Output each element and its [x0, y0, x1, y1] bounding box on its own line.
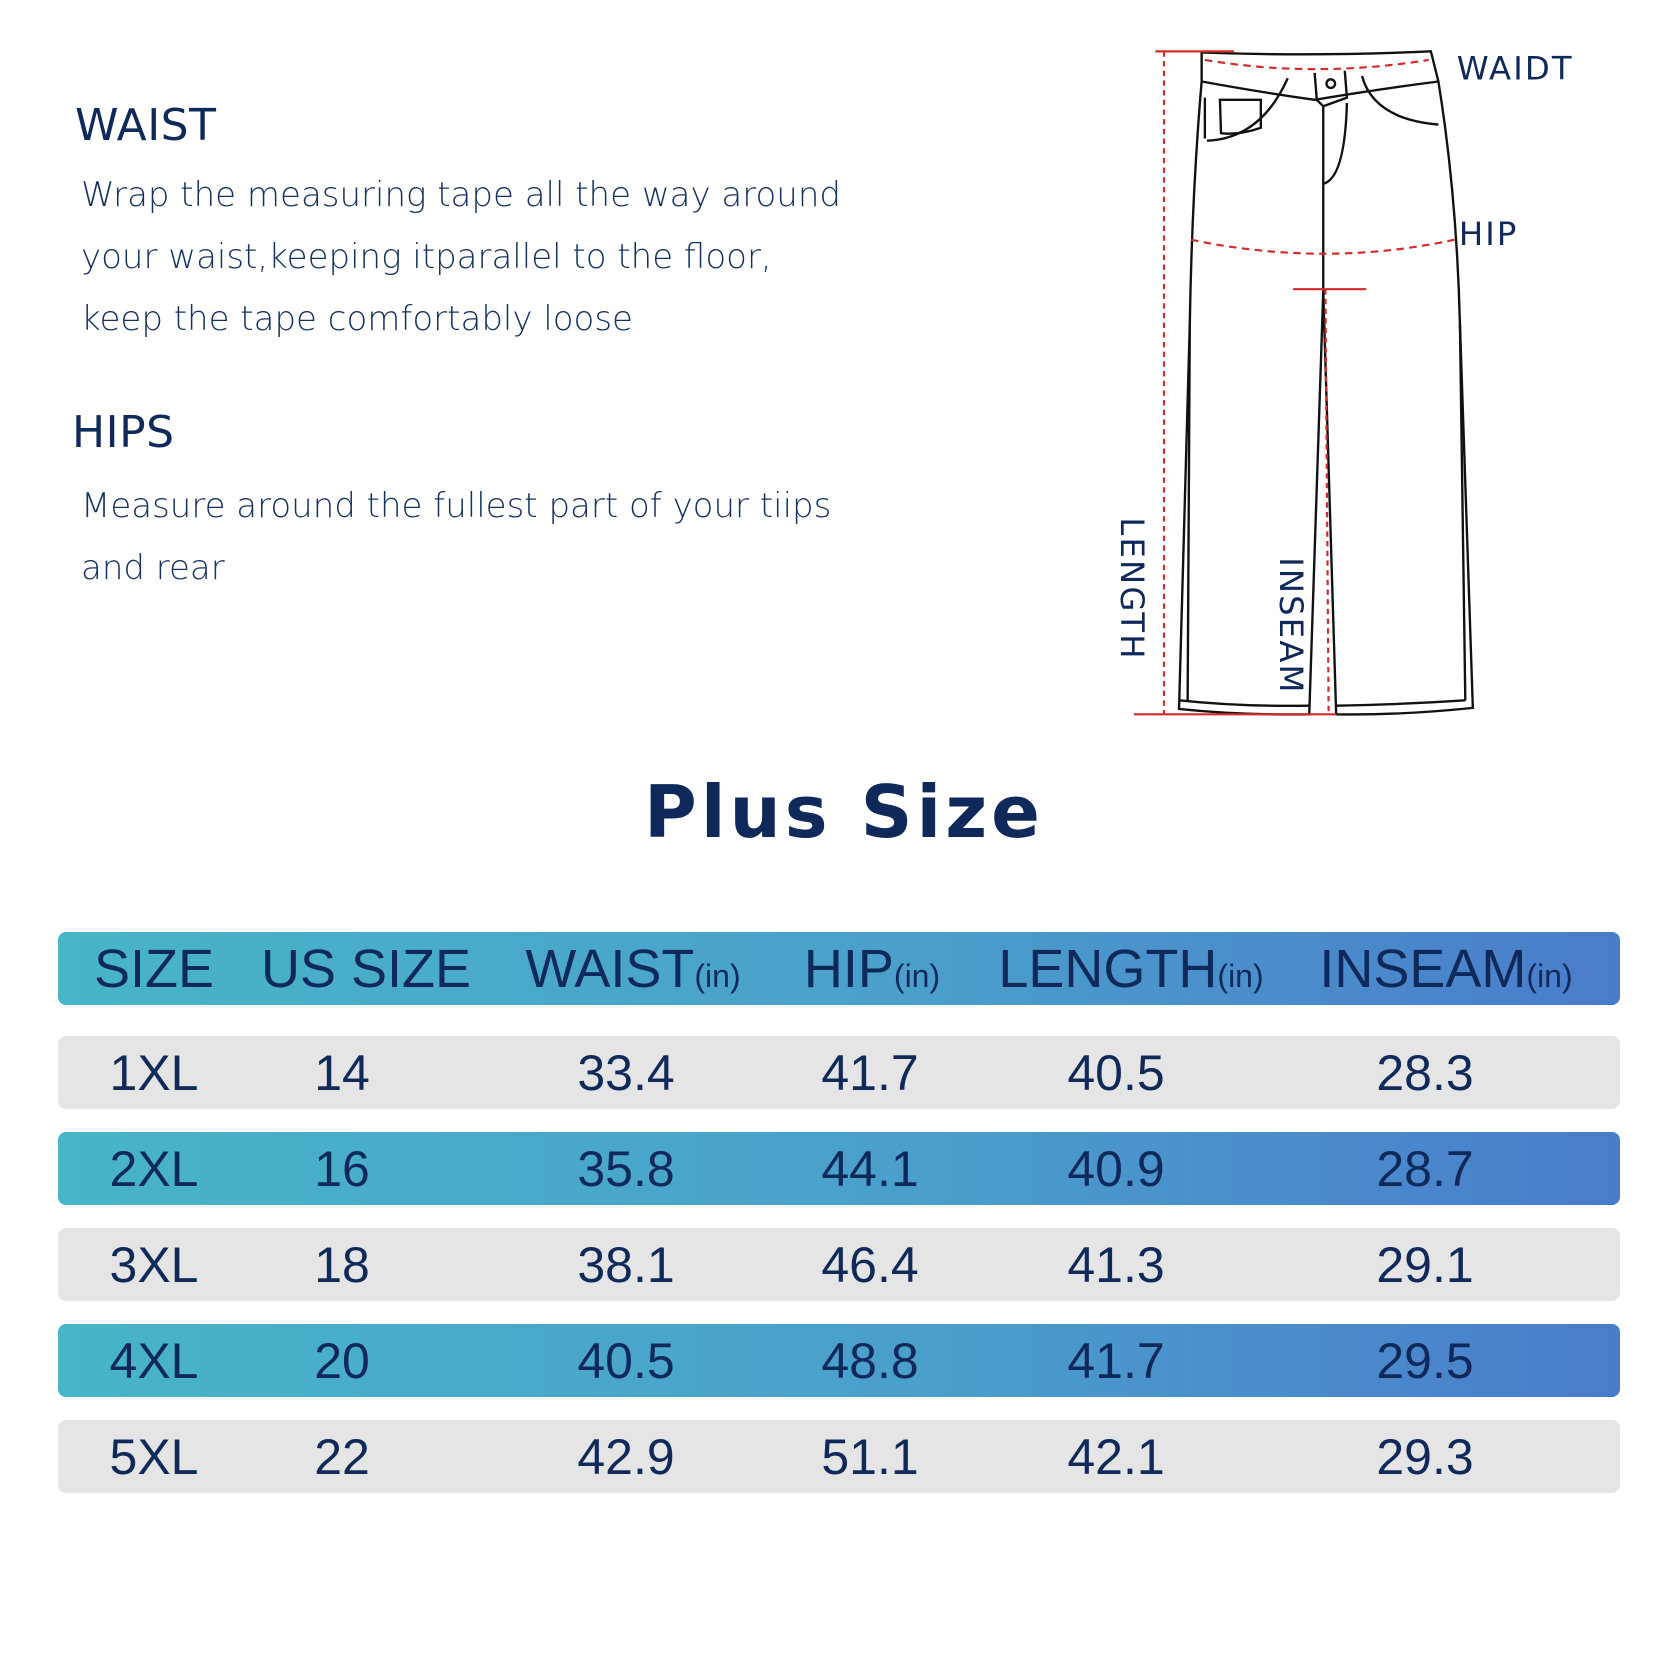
header-label: INSEAM — [1319, 938, 1527, 999]
table-row — [58, 1132, 1620, 1205]
cell-size: 2XL — [109, 1140, 199, 1197]
waist-label: WAIDT — [1456, 49, 1574, 88]
header-label: US SIZE — [260, 938, 472, 999]
header-size — [94, 932, 214, 1005]
unit-label: (in) — [1217, 958, 1264, 994]
header-inseam — [1319, 932, 1572, 1005]
cell-us-size: 20 — [314, 1332, 370, 1389]
cell-inseam: 29.5 — [1376, 1332, 1474, 1389]
waist-line: Wrap the measuring tape all the way around — [81, 175, 841, 215]
header-label: HIP — [803, 938, 894, 999]
hips-line: and rear — [81, 548, 225, 588]
header-label: WAIST — [525, 938, 695, 999]
header-label: LENGTH — [998, 938, 1218, 999]
header-length — [998, 932, 1263, 1005]
header-hip — [804, 932, 940, 1005]
cell-waist: 35.8 — [577, 1140, 675, 1197]
header-waist — [525, 932, 740, 1005]
cell-us-size: 14 — [314, 1044, 370, 1101]
cell-hip: 44.1 — [821, 1140, 919, 1197]
header-us-size — [261, 932, 471, 1005]
cell-hip: 48.8 — [821, 1332, 919, 1389]
table-row — [58, 1420, 1620, 1493]
cell-waist: 38.1 — [577, 1236, 675, 1293]
pants-outline-icon — [1179, 51, 1473, 714]
cell-inseam: 29.1 — [1376, 1236, 1474, 1293]
hips-description — [81, 475, 831, 599]
waist-line: your waist,keeping itparallel to the floor, — [81, 237, 772, 277]
table-row — [58, 1036, 1620, 1109]
cell-inseam: 28.7 — [1376, 1140, 1474, 1197]
cell-size: 5XL — [109, 1428, 199, 1485]
cell-waist: 42.9 — [577, 1428, 675, 1485]
cell-us-size: 18 — [314, 1236, 370, 1293]
cell-size: 3XL — [109, 1236, 199, 1293]
cell-size: 4XL — [109, 1332, 199, 1389]
table-header — [58, 932, 1620, 1005]
unit-label: (in) — [1526, 958, 1573, 994]
cell-hip: 46.4 — [821, 1236, 919, 1293]
inseam-label: INSEAM — [1272, 557, 1311, 695]
cell-hip: 51.1 — [821, 1428, 919, 1485]
cell-length: 40.5 — [1067, 1044, 1165, 1101]
length-label: LENGTH — [1112, 517, 1151, 661]
cell-length: 41.3 — [1067, 1236, 1165, 1293]
header-label: SIZE — [93, 938, 215, 999]
cell-length: 41.7 — [1067, 1332, 1165, 1389]
hips-heading: HIPS — [72, 407, 175, 458]
waist-heading: WAIST — [75, 100, 217, 151]
cell-waist: 33.4 — [577, 1044, 675, 1101]
cell-size: 1XL — [109, 1044, 199, 1101]
cell-inseam: 29.3 — [1376, 1428, 1474, 1485]
waist-line: keep the tape comfortably loose — [81, 299, 633, 339]
page-title: Plus Size — [644, 770, 1044, 854]
table-row — [58, 1324, 1620, 1397]
pants-diagram — [1108, 40, 1588, 730]
table-row — [58, 1228, 1620, 1301]
waist-description — [81, 164, 841, 350]
cell-us-size: 16 — [314, 1140, 370, 1197]
cell-length: 42.1 — [1067, 1428, 1165, 1485]
cell-waist: 40.5 — [577, 1332, 675, 1389]
cell-inseam: 28.3 — [1376, 1044, 1474, 1101]
cell-length: 40.9 — [1067, 1140, 1165, 1197]
cell-us-size: 22 — [314, 1428, 370, 1485]
unit-label: (in) — [694, 958, 741, 994]
hips-line: Measure around the fullest part of your tiips — [81, 486, 832, 526]
hip-label: HIP — [1458, 215, 1519, 254]
unit-label: (in) — [893, 958, 941, 994]
cell-hip: 41.7 — [821, 1044, 919, 1101]
